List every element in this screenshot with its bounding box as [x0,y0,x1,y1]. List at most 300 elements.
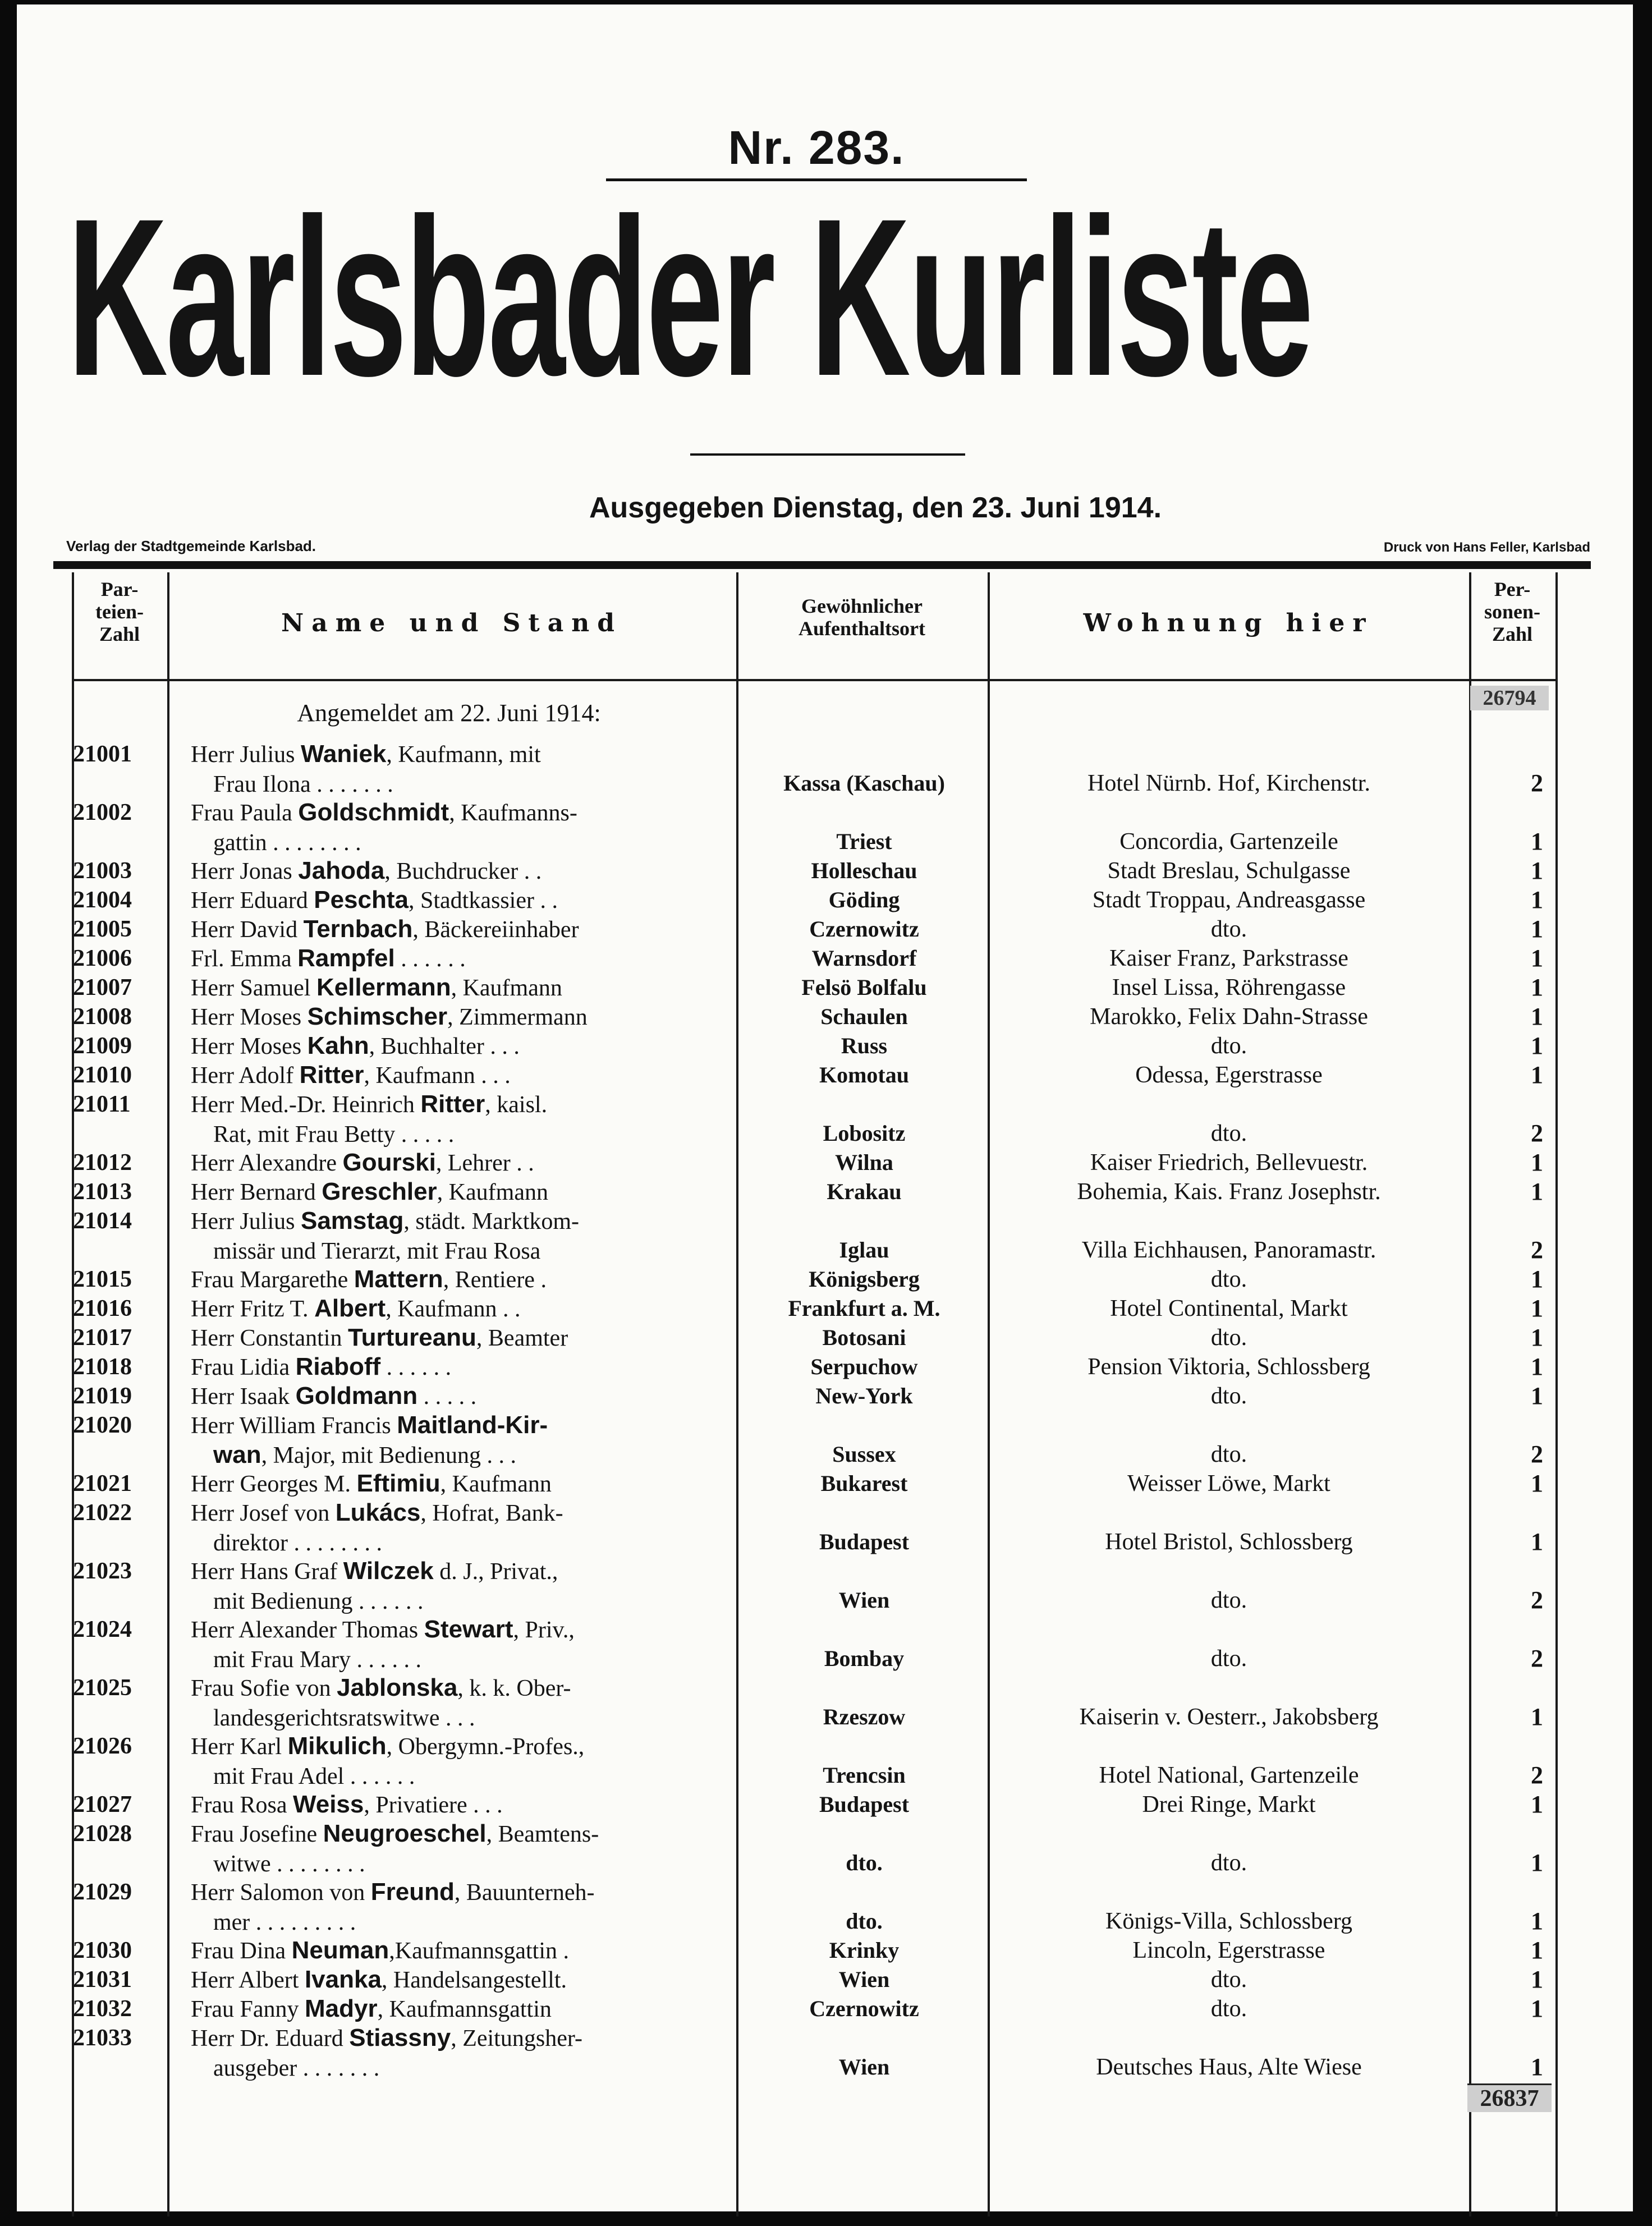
entry-number: 21014 [73,1208,132,1234]
column-header-persons-line1: Per- [1494,578,1531,600]
entry-surname: Jahoda [298,857,385,884]
entry-name-line [191,769,735,799]
list-item [0,944,1652,973]
column-header-residence-line1: Gewöhnlicher [801,595,923,617]
entry-occupation: , Kaufmannsgattin [377,1996,552,2022]
entry-number: 21022 [73,1500,132,1526]
entry-number: 21011 [73,1091,131,1117]
entry-lodging: Hotel National, Gartenzeile [1099,1763,1359,1788]
entry-occupation: . . . . . . [380,1355,452,1380]
entry-name-text: Herr Isaak [191,1384,296,1410]
entry-number: 21010 [73,1062,132,1088]
entry-surname: Neuman [291,1936,389,1964]
entry-name-text: mit Frau Adel . . . . . . [213,1764,415,1789]
entry-surname: Samstag [300,1207,404,1234]
entry-persons: 1 [1531,1995,1543,2022]
entry-name-line [191,1907,735,1937]
entry-persons: 1 [1531,1382,1543,1410]
entry-lodging: Marokko, Felix Dahn-Strasse [1090,1004,1368,1030]
entry-residence: Serpuchow [810,1354,918,1379]
list-item [0,1177,1652,1206]
entry-name-text: Frau Fanny [191,1996,305,2022]
entry-name-text: Herr Hans Graf [191,1559,343,1585]
list-item [0,1148,1652,1177]
entry-name-text: direktor . . . . . . . . [213,1530,382,1556]
entry-occupation: , Kaufmann . . . [364,1063,511,1089]
list-item [0,2023,1652,2082]
list-item [0,885,1652,915]
entry-name-block [191,1615,735,1674]
entry-occupation: , k. k. Ober- [457,1676,571,1701]
entry-residence: Bukarest [820,1471,908,1496]
entry-name-line [191,1352,735,1382]
entry-residence: Botosani [822,1325,906,1350]
entry-number: 21021 [73,1471,132,1497]
entry-name-line [191,1586,735,1616]
entry-surname: Eftimiu [356,1470,440,1497]
entry-persons: 1 [1531,2053,1543,2081]
list-item [0,1002,1652,1031]
entry-surname: Goldmann [295,1382,418,1410]
entry-name-block [191,1878,735,1937]
entry-lodging: Lincoln, Egerstrasse [1132,1938,1325,1963]
entry-name-line [191,1965,735,1995]
masthead-title [67,191,1549,404]
entry-name-block [191,1411,735,1470]
entry-name-block [191,944,735,974]
entry-surname: Rampfel [297,944,395,972]
list-item [0,1294,1652,1323]
entry-persons: 1 [1531,1295,1543,1322]
list-item [0,973,1652,1002]
entry-surname: Ternbach [303,915,413,943]
entry-persons: 2 [1531,1586,1543,1614]
list-item [0,1265,1652,1294]
header-thick-rule [53,561,1591,569]
entry-lodging: dto. [1210,1996,1247,2022]
entry-number: 21008 [73,1004,132,1030]
entry-number: 21025 [73,1675,132,1701]
list-item [0,1469,1652,1498]
entry-number: 21006 [73,946,132,971]
list-item [0,1061,1652,1090]
entry-name-line [191,1849,735,1879]
entry-lodging: dto. [1210,1121,1247,1146]
column-header-number-line3: Zahl [99,623,140,645]
entry-persons: 1 [1531,1703,1543,1731]
entry-surname: Mattern [354,1265,443,1293]
entry-number: 21030 [73,1938,132,1963]
list-item [0,1732,1652,1790]
column-header-number-line2: teien- [95,600,144,623]
entry-name-line [191,1382,735,1411]
entry-surname: Stewart [424,1615,513,1643]
entry-name-line [191,798,735,828]
column-header-name: Name und Stand [281,609,623,637]
entry-occupation: , Lehrer . . [435,1150,534,1176]
entry-name-block [191,973,735,1003]
entry-name-line [191,1790,735,1820]
entry-name-block [191,740,735,799]
entry-lodging: Villa Eichhausen, Panoramastr. [1081,1237,1376,1263]
list-item [0,1206,1652,1265]
entry-persons: 1 [1531,828,1543,855]
list-item [0,798,1652,856]
entry-name-block [191,1206,735,1266]
entry-persons: 1 [1531,1791,1543,1818]
entry-name-block [191,1994,735,2024]
entry-name-text: Frau Dina [191,1938,292,1964]
entry-name-block [191,1557,735,1616]
entry-number: 21017 [73,1325,132,1351]
entry-residence: Wien [838,1967,890,1992]
list-item [0,1936,1652,1965]
issue-date-line: Ausgegeben Dienstag, den 23. Juni 1914. [589,492,1162,524]
entry-surname: Ivanka [304,1966,382,1993]
entry-number: 21029 [73,1879,132,1905]
entry-surname: Ritter [299,1061,364,1089]
entry-name-text: Herr Alexander Thomas [191,1617,424,1643]
section-label: Angemeldet am 22. Juni 1914: [297,699,601,727]
entry-persons: 1 [1531,1324,1543,1351]
entry-number: 21023 [73,1558,132,1584]
entry-residence: Kassa (Kaschau) [783,770,945,796]
entry-name-text: Frau Ilona . . . . . . . [213,772,393,797]
entry-name-text: Herr Josef von [191,1500,336,1526]
entry-surname: Riaboff [295,1353,381,1380]
entry-name-text: Herr Jonas [191,859,299,884]
entry-occupation: , Beamtens- [486,1821,599,1847]
entry-name-text: Herr Adolf [191,1063,300,1089]
entry-residence: Krakau [827,1179,902,1204]
entry-name-line [191,1440,735,1470]
entry-lodging: Insel Lissa, Röhrengasse [1112,975,1346,1000]
entry-name-line [191,1557,735,1586]
entry-occupation: , Bäckereiinhaber [412,917,579,943]
entry-lodging: dto. [1210,1325,1247,1351]
entry-name-block [191,1061,735,1090]
entry-name-line [191,973,735,1003]
entry-lodging: Drei Ringe, Markt [1142,1792,1316,1817]
entry-name-text: Herr Moses [191,1004,308,1030]
entry-residence: Sussex [832,1442,896,1467]
entry-number: 21027 [73,1792,132,1817]
entry-lodging: Odessa, Egerstrasse [1135,1062,1323,1088]
column-header-number [72,578,167,645]
entry-name-text: Herr Eduard [191,888,314,914]
entry-occupation: , Hofrat, Bank- [420,1500,563,1526]
entry-residence: Krinky [829,1938,900,1963]
entry-persons: 1 [1531,1936,1543,1964]
entry-surname: Neugroeschel [323,1820,487,1847]
entry-name-line [191,915,735,944]
list-item [0,1965,1652,1994]
entry-name-text: Rat, mit Frau Betty . . . . . [213,1122,455,1148]
entry-name-text: Frl. Emma [191,946,298,972]
entry-surname: Stiassny [349,2024,451,2051]
column-header-residence-line2: Aufenthaltsort [799,617,925,640]
entry-residence: Triest [836,829,892,854]
entry-number: 21004 [73,887,132,913]
entry-name-block [191,2023,735,2083]
entry-occupation: , Kaufmann [451,975,562,1001]
entry-occupation: , Kaufmann [440,1471,552,1497]
entry-name-text: Herr Dr. Eduard [191,2026,350,2051]
issue-rule [606,178,1027,181]
entry-name-text: Herr Karl [191,1734,288,1760]
list-item [0,1878,1652,1936]
entry-name-line [191,1673,735,1703]
entry-name-text: ausgeber . . . . . . . [213,2055,380,2081]
entry-name-text: Herr William Francis [191,1413,397,1439]
entry-name-text: Herr Julius [191,742,301,768]
entry-occupation: . . . . . [417,1384,477,1410]
entry-name-text: Herr Salomon von [191,1880,371,1906]
list-item [0,1411,1652,1469]
entry-name-text: Frau Margarethe [191,1267,354,1293]
entry-lodging: dto. [1210,1850,1247,1876]
entry-name-line [191,1878,735,1907]
entry-occupation: , Kaufmann . . [386,1296,521,1322]
entry-name-text: Herr Alexandre [191,1150,343,1176]
publisher-line: Verlag der Stadtgemeinde Karlsbad. [66,538,316,554]
masthead-title-text: Karlsbader Kurliste [67,191,1312,404]
entry-name-text: Frau Josefine [191,1821,323,1847]
entry-name-line [191,1236,735,1266]
entry-name-line [191,1031,735,1061]
entry-persons: 1 [1531,944,1543,972]
entry-persons: 1 [1531,1265,1543,1293]
list-item [0,1790,1652,1819]
entry-surname: Ritter [420,1090,485,1118]
entry-persons: 1 [1531,1149,1543,1176]
column-header-persons-line2: sonen- [1484,600,1541,623]
entry-occupation: , Handelsangestellt. [381,1967,567,1993]
entry-name-text: Herr Samuel [191,975,316,1001]
entry-name-text: witwe . . . . . . . . [213,1851,365,1877]
entry-lodging: Hotel Nürnb. Hof, Kirchenstr. [1087,770,1370,796]
entry-surname: Turtureanu [347,1324,476,1351]
entry-residence: Holleschau [811,858,917,883]
entry-name-text: Herr David [191,917,304,943]
entry-surname: Freund [370,1878,455,1906]
entry-residence: Lobositz [823,1121,906,1146]
entry-surname: Gourski [342,1149,436,1176]
entry-occupation: . . . . . . [394,946,466,972]
entry-surname: Schimscher [307,1003,448,1030]
scan-edge-bottom [0,2211,1652,2226]
entry-lodging: Concordia, Gartenzeile [1119,829,1338,855]
entry-name-block [191,1790,735,1820]
entry-name-block [191,1090,735,1149]
entry-residence: New-York [815,1383,913,1408]
entry-occupation: , Priv., [513,1617,575,1643]
entry-name-text: gattin . . . . . . . . [213,830,361,856]
entry-number: 21012 [73,1150,132,1176]
entry-name-text: Herr Bernard [191,1179,322,1205]
entry-name-line [191,1819,735,1849]
entry-surname: Peschta [314,886,409,914]
entry-name-block [191,1323,735,1353]
entry-surname: Weiss [293,1791,364,1818]
column-header-number-line1: Par- [100,578,139,600]
entry-name-text: Frau Paula [191,800,299,826]
entry-residence: Rzeszow [823,1704,906,1729]
entry-number: 21031 [73,1967,132,1993]
entry-name-text: Herr Med.-Dr. Heinrich [191,1092,421,1118]
entry-name-text: landesgerichtsratswitwe . . . [213,1705,475,1731]
entry-residence: dto. [846,1908,883,1934]
entry-persons: 2 [1531,1119,1543,1147]
entry-persons: 2 [1531,1645,1543,1672]
entry-surname: Jablonska [337,1674,458,1701]
entry-lodging: Stadt Breslau, Schulgasse [1107,858,1351,884]
entry-lodging: Königs-Villa, Schlossberg [1105,1908,1352,1934]
entry-number: 21007 [73,975,132,1000]
entry-name-text: Herr Julius [191,1209,301,1234]
entry-residence: Budapest [819,1792,910,1817]
entry-name-text: Herr Fritz T. [191,1296,315,1322]
list-item [0,1994,1652,2023]
entry-occupation: d. J., Privat., [433,1559,558,1585]
entry-number: 21016 [73,1296,132,1321]
entry-occupation: , Rentiere . [443,1267,547,1293]
entry-name-block [191,1382,735,1411]
entry-occupation: , städt. Marktkom- [403,1209,580,1234]
entry-occupation: , Kaufmanns- [449,800,577,826]
entry-name-line [191,828,735,857]
entry-occupation: , Zeitungsher- [451,2026,582,2051]
entry-surname: Lukács [335,1499,421,1526]
entry-number: 21005 [73,916,132,942]
entry-lodging: Weisser Löwe, Markt [1127,1471,1330,1497]
entry-name-block [191,1177,735,1207]
entry-surname: Madyr [305,1995,378,2022]
entry-lodging: dto. [1210,1033,1247,1059]
running-total-end: 26837 [1467,2083,1552,2112]
entry-number: 21015 [73,1266,132,1292]
entry-surname: Waniek [300,740,387,768]
entry-occupation: , Buchhalter . . . [369,1034,520,1059]
list-item [0,1557,1652,1615]
entry-persons: 2 [1531,1761,1543,1789]
entry-lodging: dto. [1210,1587,1247,1613]
entry-residence: Komotau [819,1062,909,1087]
entry-name-block [191,1031,735,1061]
entry-lodging: Kaiserin v. Oesterr., Jakobsberg [1079,1704,1379,1730]
entry-persons: 1 [1531,857,1543,884]
entry-persons: 1 [1531,1353,1543,1380]
entry-name-line [191,2053,735,2083]
entry-surname: Kahn [307,1032,369,1059]
entry-name-line [191,1994,735,2024]
entry-name-text: missär und Tierarzt, mit Frau Rosa [213,1238,541,1264]
header-bottom-rule [72,679,1558,681]
entry-persons: 1 [1531,1470,1543,1497]
entry-number: 21019 [73,1383,132,1409]
entry-persons: 2 [1531,769,1543,797]
entry-residence: Felsö Bolfalu [801,975,927,1000]
entry-surname: Mikulich [287,1732,387,1760]
entry-name-block [191,1498,735,1558]
entry-lodging: dto. [1210,1383,1247,1409]
entry-occupation: , Privatiere . . . [364,1792,503,1818]
entry-occupation: , Obergymn.-Profes., [386,1734,585,1760]
entry-occupation: , Beamter [476,1325,568,1351]
entry-number: 21020 [73,1412,132,1438]
entry-name-line [191,944,735,974]
entry-persons: 1 [1531,1061,1543,1089]
entry-number: 21024 [73,1617,132,1642]
entry-name-line [191,885,735,915]
entry-name-line [191,1148,735,1178]
entry-lodging: Kaiser Franz, Parkstrasse [1109,946,1348,971]
entry-occupation: , Bauunterneh- [454,1880,595,1906]
entry-residence: Königsberg [809,1266,920,1292]
entry-name-block [191,1819,735,1879]
entry-residence: Trencsin [823,1763,906,1788]
entry-surname: Maitland-Kir- [397,1411,548,1439]
entry-name-text: Herr Georges M. [191,1471,357,1497]
entry-name-text: Herr Moses [191,1034,308,1059]
list-item [0,1673,1652,1732]
entry-occupation: , Kaufmann [437,1179,548,1205]
entry-occupation: , Major, mit Bedienung . . . [261,1443,517,1468]
entry-persons: 1 [1531,1032,1543,1059]
entry-lodging: dto. [1210,1442,1247,1467]
entry-name-text: Herr Albert [191,1967,305,1993]
running-total-start: 26794 [1470,686,1549,710]
entry-residence: Wien [838,2054,890,2080]
entry-lodging: dto. [1210,1967,1247,1993]
entry-residence: Göding [828,887,900,912]
entry-name-block [191,1352,735,1382]
entry-name-line [191,1206,735,1236]
entry-number: 21013 [73,1179,132,1205]
list-item [0,1352,1652,1382]
entry-persons: 1 [1531,1528,1543,1555]
entry-name-line [191,1119,735,1149]
entry-persons: 1 [1531,1178,1543,1205]
entry-lodging: Kaiser Friedrich, Bellevuestr. [1090,1150,1368,1176]
entry-residence: Iglau [839,1237,889,1263]
entry-name-line [191,1645,735,1674]
entry-name-block [191,1732,735,1791]
list-item [0,1498,1652,1557]
entry-number: 21009 [73,1033,132,1059]
entry-occupation: , kaisl. [485,1092,548,1118]
entry-name-block [191,1148,735,1178]
entry-name-text: mit Frau Mary . . . . . . [213,1647,421,1673]
entry-name-line [191,1061,735,1090]
entry-persons: 1 [1531,1907,1543,1935]
entry-name-line [191,1411,735,1440]
column-header-lodging: Wohnung hier [1083,609,1374,637]
entry-name-block [191,1294,735,1324]
entry-name-line [191,856,735,886]
entry-persons: 2 [1531,1236,1543,1264]
entry-name-text: Frau Sofie von [191,1676,337,1701]
entry-name-block [191,1002,735,1032]
entry-name-line [191,1469,735,1499]
entry-persons: 1 [1531,1966,1543,1993]
entry-persons: 1 [1531,886,1543,914]
entry-number: 21002 [73,800,132,825]
entry-number: 21018 [73,1354,132,1380]
entry-name-line [191,740,735,769]
entry-name-text: Frau Lidia [191,1355,296,1380]
entry-number: 21001 [73,741,132,767]
